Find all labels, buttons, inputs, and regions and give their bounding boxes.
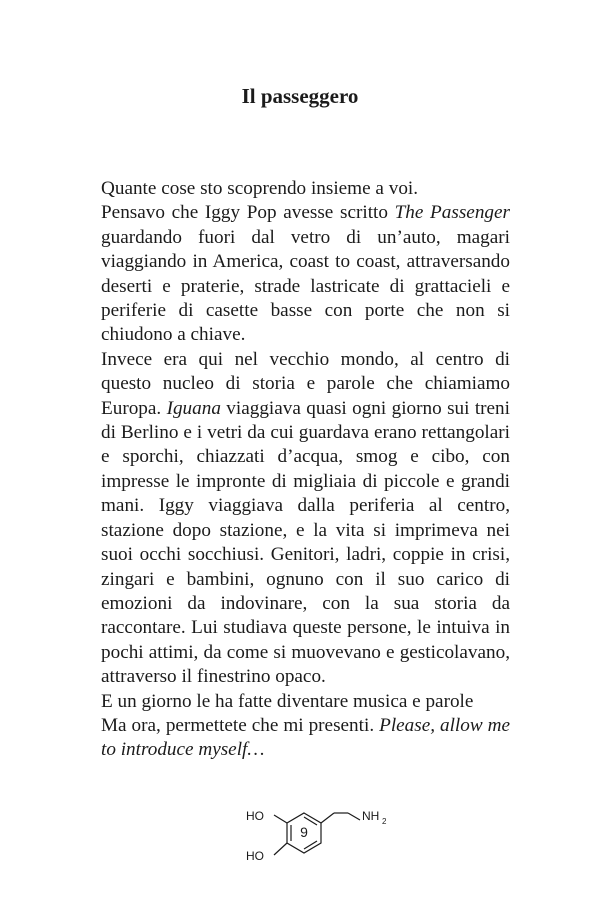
text-run: Quante cose sto scoprendo insieme a voi. (101, 178, 419, 199)
hydroxyl-bottom-label: HO (246, 849, 264, 863)
paragraph (101, 690, 510, 714)
text-run: viaggiava quasi ogni giorno sui treni di Berlino e i vetri da cui guardava erano rettangolari e sporchi, chiazzati d’acqua, smog e cibo, con impresse le impronte di migliaia di piccole e grandi mani. Iggy viaggiava dalla periferia al centro, stazione dopo stazione, e la vita si imprimeva nei suoi occhi socchiusi. Genitori, ladri, coppie in crisi, zingari e bambini, ognuno con il suo carico di emozioni da indovinare, con la sua storia da raccontare. Lui studiava queste persone, le intuiva in pochi attimi, da come si muovevano e gesticolavano, attraverso il finestrino opaco. (101, 397, 510, 688)
dopamine-molecule-logo (244, 800, 404, 870)
text-run: Ma ora, permettete che mi presenti. (101, 714, 380, 736)
text-run: Invece era qui nel vecchio mondo, al centro di questo nucleo di storia e parole che chiamiamo Europa. (101, 348, 510, 419)
text-run: guardando fuori dal vetro di un’auto, magari viaggiando in America, coast to coast, attraversando deserti e praterie, strade lastricate di grattacieli e periferie di casette basse con porte che non si chiudono a chiave. (101, 226, 510, 346)
page-title: Il passeggero (241, 84, 359, 108)
paragraph (101, 201, 510, 347)
paragraph (101, 177, 510, 201)
paragraph (101, 348, 510, 690)
text-run: E un giorno le ha fatte diventare musica e parole (101, 690, 474, 712)
body-text (101, 177, 510, 763)
hydroxyl-top-label: HO (246, 809, 264, 823)
italic-text: The Passenger (394, 202, 510, 224)
italic-text: Please, allow me to introduce myself… (101, 714, 510, 761)
amine-subscript: 2 (382, 817, 387, 826)
paragraph (101, 714, 510, 763)
amine-label: NH (362, 809, 380, 823)
italic-text: Iguana (166, 397, 221, 419)
text-run: Pensavo che Iggy Pop avesse scritto (101, 202, 395, 224)
ring-number: 9 (300, 824, 308, 840)
